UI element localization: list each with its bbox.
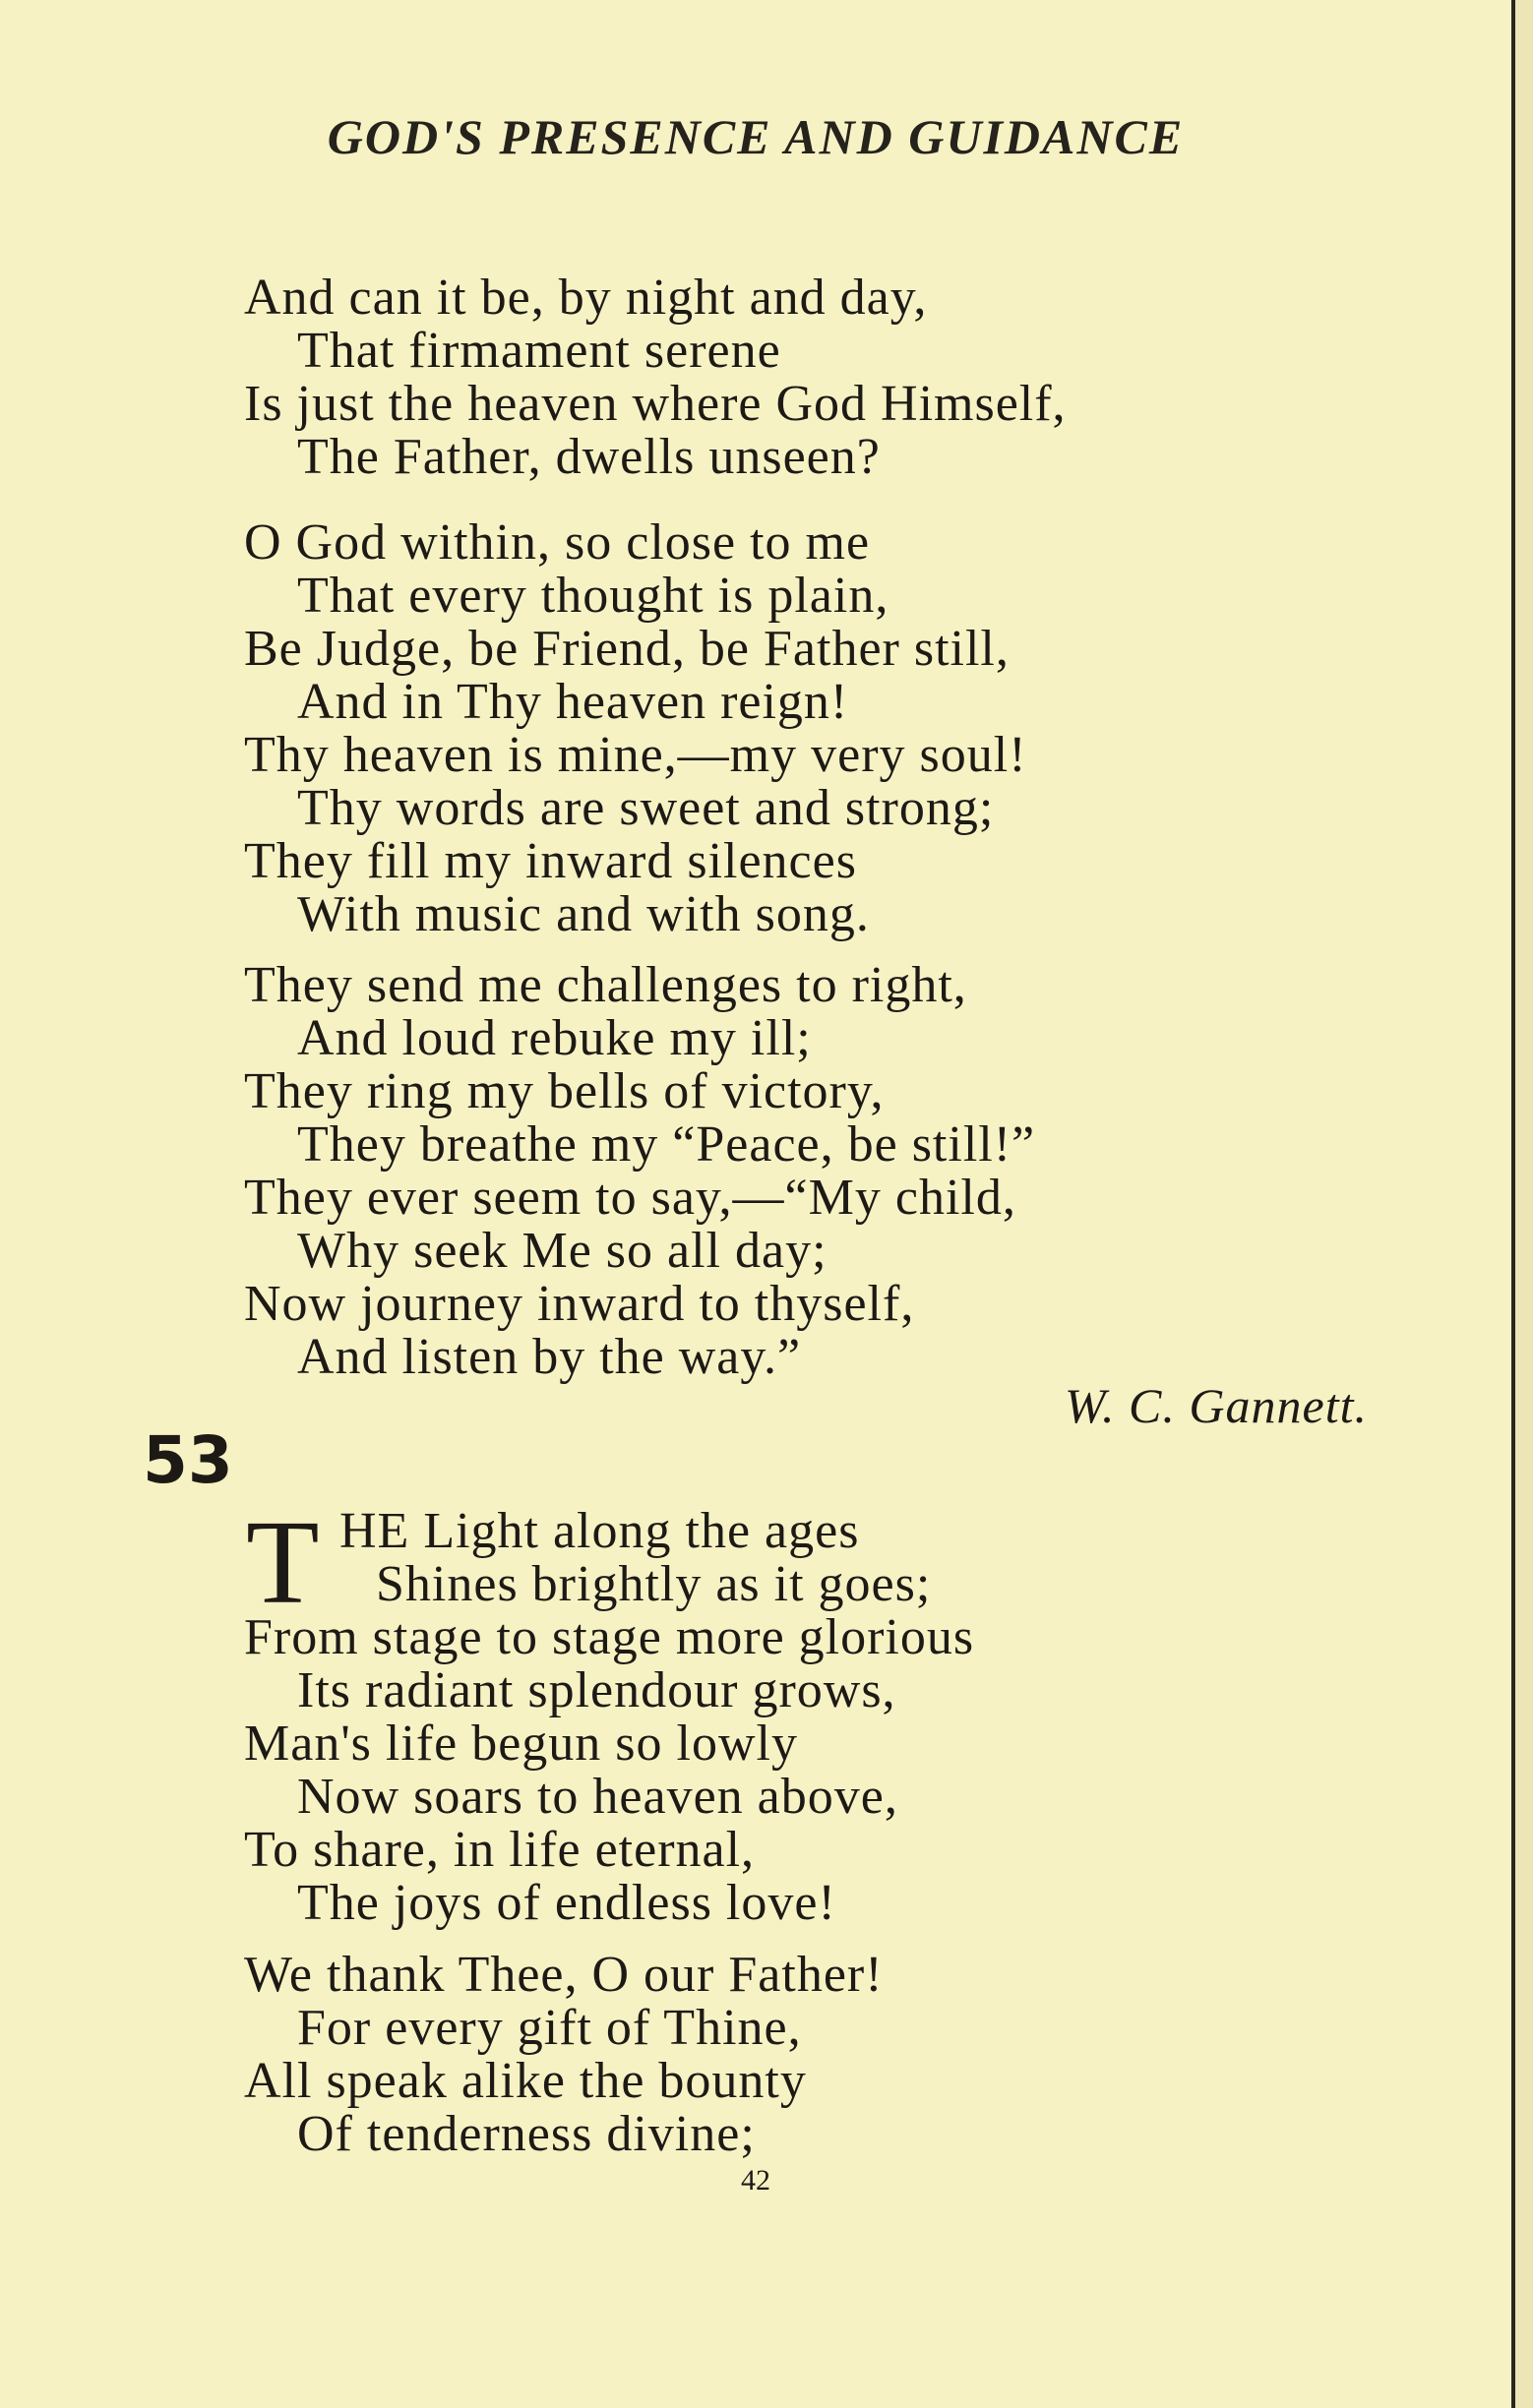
page-edge-line: [1511, 0, 1515, 2408]
verse-line: They fill my inward silences: [244, 833, 857, 889]
verse-line: Of tenderness divine;: [297, 2106, 756, 2162]
verse-line: From stage to stage more glorious: [244, 1609, 975, 1665]
verse-line: They breathe my “Peace, be still!”: [297, 1116, 1036, 1173]
running-head: GOD'S PRESENCE AND GUIDANCE: [327, 109, 1185, 164]
verse-line: For every gift of Thine,: [297, 2000, 802, 2056]
verse-line: Thy words are sweet and strong;: [297, 780, 995, 836]
verse-line: Thy heaven is mine,—my very soul!: [244, 727, 1027, 783]
verse-line: Now soars to heaven above,: [297, 1769, 898, 1825]
adjacent-page-strip: [1515, 0, 1533, 2408]
page-number: 42: [741, 2164, 770, 2197]
verse-line: They ring my bells of victory,: [244, 1063, 885, 1119]
hymn-number: 53: [143, 1422, 233, 1498]
verse-line: They send me challenges to right,: [244, 957, 967, 1013]
verse-line: They ever seem to say,—“My child,: [244, 1170, 1016, 1226]
verse-line: That every thought is plain,: [297, 568, 889, 624]
verse-line: The joys of endless love!: [297, 1875, 836, 1931]
verse-line: The Father, dwells unseen?: [297, 429, 881, 485]
verse-line: Be Judge, be Friend, be Father still,: [244, 621, 1010, 677]
verse-line: Its radiant splendour grows,: [297, 1662, 896, 1718]
verse-line: Shines brightly as it goes;: [376, 1556, 932, 1612]
verse-line: O God within, so close to me: [244, 514, 871, 571]
drop-cap: T: [246, 1496, 320, 1629]
verse-line: Why seek Me so all day;: [297, 1223, 828, 1279]
verse-line: We thank Thee, O our Father!: [244, 1947, 884, 2003]
verse-line: And listen by the way.”: [297, 1329, 802, 1385]
verse-line: Is just the heaven where God Himself,: [244, 376, 1067, 432]
verse-line: To share, in life eternal,: [244, 1822, 756, 1878]
verse-line: Now journey inward to thyself,: [244, 1276, 915, 1332]
verse-line: All speak alike the bounty: [244, 2053, 807, 2109]
verse-line: And can it be, by night and day,: [244, 270, 928, 326]
verse-line: That firmament serene: [297, 323, 781, 379]
verse-line: HE Light along the ages: [339, 1503, 860, 1559]
verse-line: With music and with song.: [297, 886, 870, 942]
verse-line: And loud rebuke my ill;: [297, 1010, 812, 1066]
verse-line: Man's life begun so lowly: [244, 1716, 798, 1772]
verse-line: And in Thy heaven reign!: [297, 674, 849, 730]
author-attribution: W. C. Gannett.: [1065, 1378, 1368, 1433]
